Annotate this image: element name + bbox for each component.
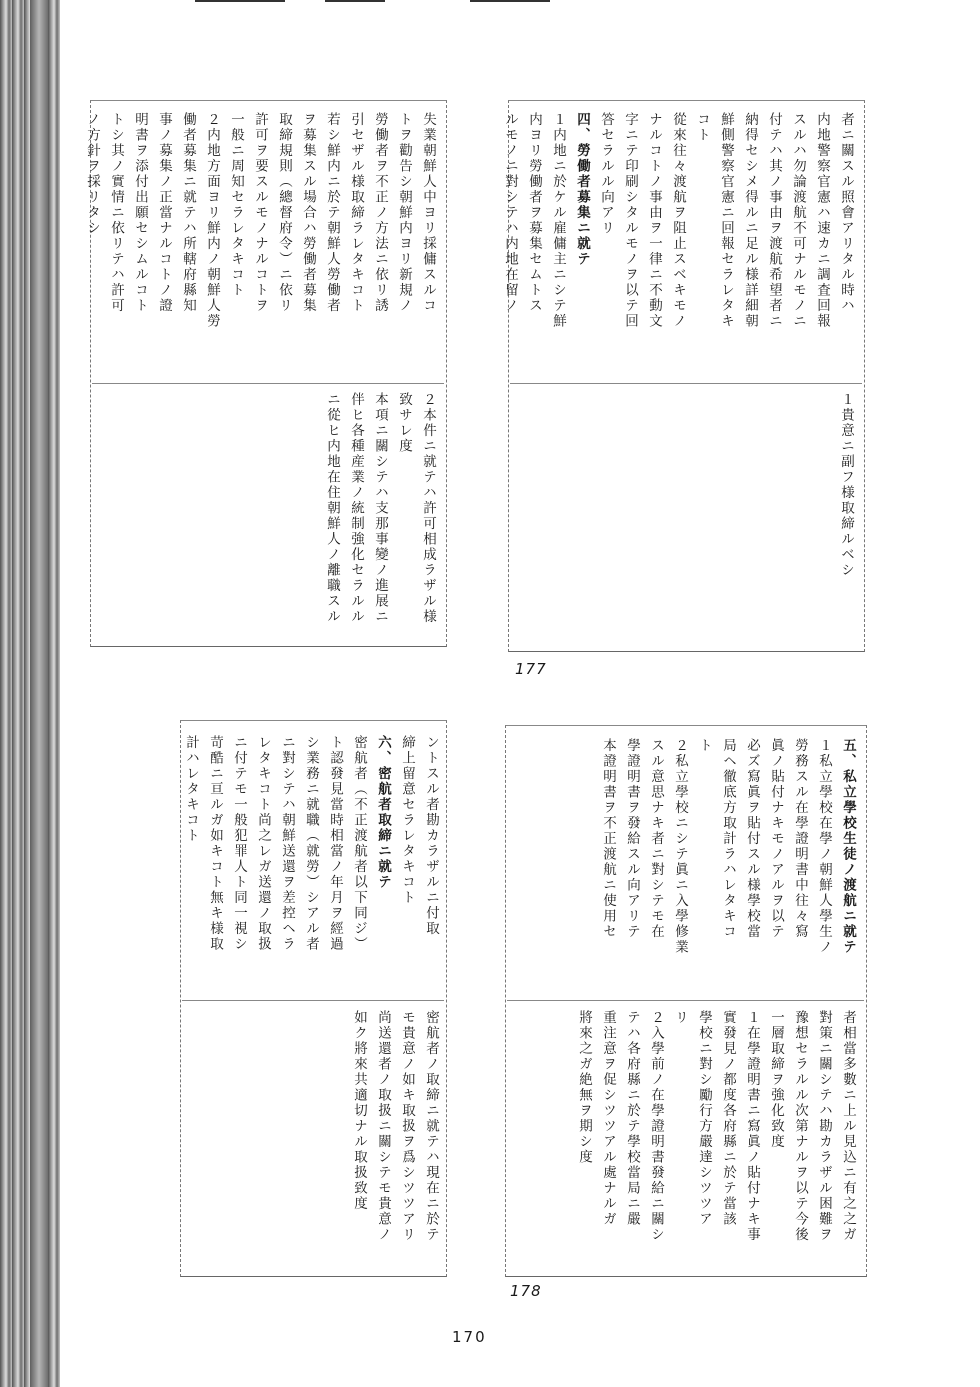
text-line: 苛酷ニ亘ルガ如キコト無キ様取 (207, 735, 223, 952)
text-line: スル意思ナキ者ニ對シテモ在 (648, 738, 664, 940)
page-folio: 170 (452, 1328, 487, 1346)
text-line: 眞ノ貼付ナキモノアルヲ以テ (768, 738, 784, 940)
text-line: 締上留意セラレタキコト (399, 735, 415, 906)
page-179-upper-text (185, 735, 443, 995)
text-line: 局ヘ徹底方取計ラハレタキコ (720, 738, 736, 940)
text-line: 勞務スル在學證明書中往々寫 (792, 738, 808, 940)
text-line: 者相當多數ニ上ル見込ニ有之之ガ (840, 1010, 856, 1243)
text-line: ニ從ヒ内地在住朝鮮人ノ離職スル (324, 392, 340, 625)
text-line: 事ノ募集ノ正當ナルコトノ證 (156, 112, 172, 314)
text-line: 四、勞働者募集ニ就テ (574, 112, 590, 267)
text-line: 明書ヲ添付出願セシムルコト (132, 112, 148, 314)
text-line: １貴意ニ副フ様取締ルベシ (838, 392, 854, 578)
text-line: 一般ニ周知セラレタキコト (228, 112, 244, 298)
text-line: 密航者ノ取締ニ就テハ現在ニ於テ (423, 1010, 439, 1243)
page-number-177: 177 (515, 660, 547, 678)
text-line: ントスル者勘カラザルニ付取 (423, 735, 439, 937)
text-line: 内ヨリ勞働者ヲ募集セムトス (526, 112, 542, 314)
page-number-178: 178 (510, 1282, 542, 1300)
text-line: 答セラルル向アリ (598, 112, 614, 236)
text-line: ２入學前ノ在學證明書發給ニ關シ (648, 1010, 664, 1243)
text-line: 勞働者ヲ不正ノ方法ニ依リ誘 (372, 112, 388, 314)
text-line: 本項ニ關シテハ支那事變ノ進展ニ (372, 392, 388, 625)
text-line: 豫想セラルル次第ナルヲ以テ今後 (792, 1010, 808, 1243)
text-line: １在學證明書ニ寫眞ノ貼付ナキ事 (744, 1010, 760, 1243)
page-176-upper-text (84, 112, 440, 374)
text-line: 者ニ關スル照會アリタル時ハ (838, 112, 854, 314)
text-line: 學證明書ヲ發給スル向アリテ (624, 738, 640, 940)
text-line: シ業務ニ就職（就勞）シアル者 (303, 735, 319, 952)
text-line: 一層取締ヲ強化致度 (768, 1010, 784, 1150)
text-line: 字ニテ印刷シタルモノヲ以テ回 (622, 112, 638, 329)
text-line: 許可ヲ要スルモノナルコトヲ (252, 112, 268, 314)
text-line: ニ對シテハ朝鮮送還ヲ差控ヘラ (279, 735, 295, 952)
text-line: 六、密航者取締ニ就テ (375, 735, 391, 890)
text-line: 五、私立學校生徒ノ渡航ニ就テ (840, 738, 856, 955)
text-line: 引セザル様取締ラレタキコト (348, 112, 364, 314)
text-line: ナルコトノ事由ヲ一律ニ不動文 (646, 112, 662, 329)
text-line: 如ク將來共適切ナル取扱致度 (351, 1010, 367, 1212)
text-line: ノ方針ヲ採リタシ (84, 112, 100, 236)
text-line: トシ其ノ實情ニ依リテハ許可 (108, 112, 124, 314)
text-line: 内地警察官憲ハ速カニ調査回報 (814, 112, 830, 329)
book-binding-edge (0, 0, 60, 1387)
text-line: リ (672, 1010, 688, 1026)
text-line: 失業朝鮮人中ヨリ採傭スルコ (420, 112, 436, 314)
text-line: 取締規則（總督府令）ニ依リ (276, 112, 292, 314)
page-178-lower-text (508, 1010, 860, 1268)
text-line: ２私立學校ニシテ眞ニ入學修業 (672, 738, 688, 955)
text-line: ニ付テモ一般犯罪人ト同一視シ (231, 735, 247, 952)
text-line: 付テハ其ノ事由ヲ渡航希望者ニ (766, 112, 782, 329)
page-178-divider (507, 1000, 864, 1001)
text-line: スルハ勿論渡航不可ナルモノニ (790, 112, 806, 329)
top-rule (470, 0, 550, 2)
page-177-lower-text (510, 392, 858, 637)
page-176-lower-text (95, 392, 440, 637)
text-line: 鮮側警察官憲ニ回報セラレタキ (718, 112, 734, 329)
text-line: 若シ鮮内ニ於テ朝鮮人勞働者 (324, 112, 340, 314)
page-179-lower-text (185, 1010, 443, 1265)
text-line: 働者募集ニ就テハ所轄府縣知 (180, 112, 196, 314)
text-line: １内地ニ於ケル雇傭主ニシテ鮮 (550, 112, 566, 329)
text-line: 實發見ノ都度各府縣ニ於テ當該 (720, 1010, 736, 1227)
text-line: ト認發見當時相當ノ年月ヲ經過 (327, 735, 343, 952)
text-line: 必ズ寫眞ヲ貼付スル様學校當 (744, 738, 760, 940)
page-178-upper-text (508, 738, 860, 996)
text-line: ２本件ニ就テハ許可相成ラザル様 (420, 392, 436, 625)
text-line: 納得セシメ得ルニ足ル様詳細朝 (742, 112, 758, 329)
text-line: １私立學校在學ノ朝鮮人學生ノ (816, 738, 832, 955)
text-line: 尚送還者ノ取扱ニ關シテモ貴意ノ (375, 1010, 391, 1243)
page-176-divider (92, 383, 444, 384)
text-line: レタキコト尚之レガ送還ノ取扱 (255, 735, 271, 952)
text-line: トヲ勸告シ朝鮮内ヨリ新規ノ (396, 112, 412, 314)
text-line: ルモノニ對シテハ内地在留ノ (502, 112, 518, 314)
text-line: 本證明書ヲ不正渡航ニ使用セ (600, 738, 616, 940)
text-line: 學校ニ對シ勵行方嚴達シツツア (696, 1010, 712, 1227)
text-line: コト (694, 112, 710, 143)
text-line: 計ハレタキコト (183, 735, 199, 844)
text-line: 致サレ度 (396, 392, 412, 454)
text-line: 從來往々渡航ヲ阻止スベキモノ (670, 112, 686, 329)
text-line: 對策ニ關シテハ勘カラザル困難ヲ (816, 1010, 832, 1243)
page-177-divider (510, 383, 862, 384)
text-line: モ貴意ノ如キ取扱ヲ爲シツツアリ (399, 1010, 415, 1243)
text-line: ２内地方面ヨリ鮮内ノ朝鮮人勞 (204, 112, 220, 329)
text-line: ト (696, 738, 712, 754)
text-line: 將來之ガ絶無ヲ期シ度 (576, 1010, 592, 1165)
text-line: 伴ヒ各種産業ノ統制強化セラルル (348, 392, 364, 625)
text-line: 重注意ヲ促シツツアル處ナルガ (600, 1010, 616, 1227)
text-line: テハ各府縣ニ於テ學校當局ニ嚴 (624, 1010, 640, 1227)
top-rule (195, 0, 285, 2)
top-rule (325, 0, 385, 2)
text-line: 密航者（不正渡航者以下同ジ） (351, 735, 367, 952)
page-177-upper-text (502, 112, 858, 374)
text-line: ヲ募集スル場合ハ勞働者募集 (300, 112, 316, 314)
page-179-divider (182, 1000, 444, 1001)
